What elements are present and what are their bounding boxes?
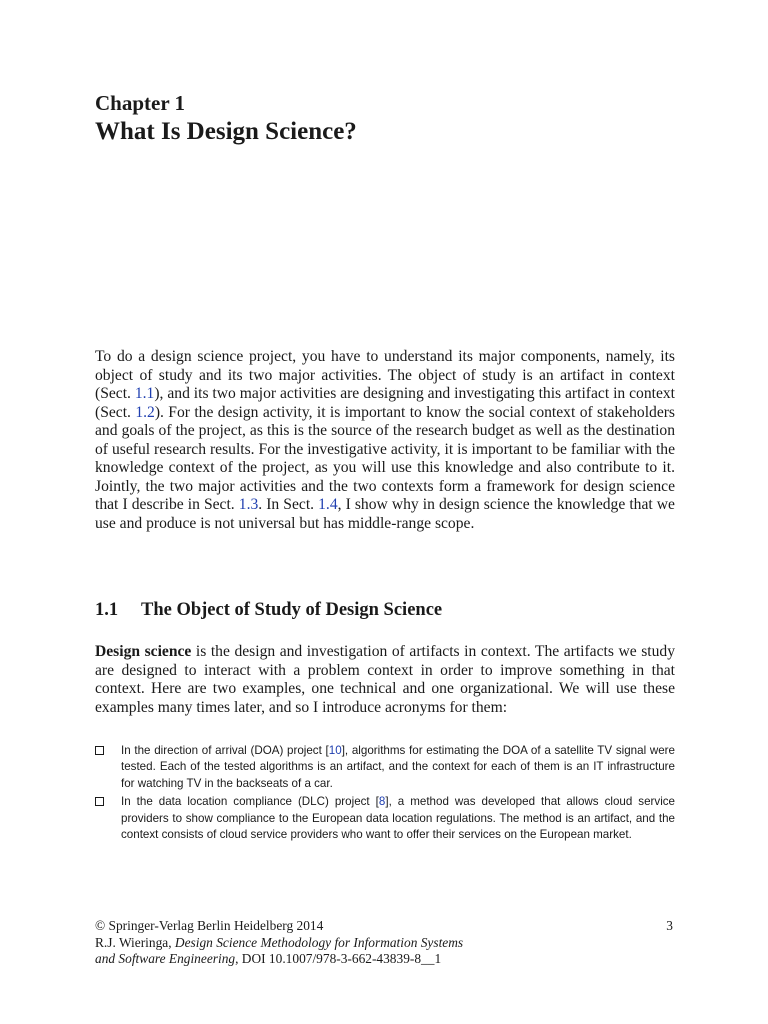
- citation-line-1: [95, 935, 675, 952]
- intro-text: , I show why in design science the knowledge that we use and produce is not universal but has middle-range scope.: [95, 496, 675, 532]
- chapter-title: What Is Design Science?: [95, 118, 357, 145]
- example-list: [95, 743, 675, 845]
- intro-text: . In Sect.: [258, 496, 319, 513]
- citation-link[interactable]: 10: [328, 744, 342, 757]
- citation-line-2: [95, 951, 675, 968]
- list-item-text: In the direction of arrival (DOA) project [: [121, 744, 329, 757]
- section-heading: [95, 598, 442, 622]
- section-body: is the design and investigation of artifacts in context. The artifacts we study are designed to interact with a problem context in order to improve something in that context. Here are two examples, one technical and one organizational. We will use these examples many times later, and so I introduce acronyms for them:: [95, 643, 675, 716]
- checkbox-bullet-icon: [95, 797, 104, 806]
- list-item-text: ], algorithms for estimating the DOA of a satellite TV signal were tested. Each of the tested algorithms is an artifact, and the context for each of them is an IT infrastructure for watching TV in the backseats of a car.: [121, 744, 675, 790]
- list-item-text: In the data location compliance (DLC) project [: [121, 795, 379, 809]
- copyright-notice: © Springer-Verlag Berlin Heidelberg 2014: [95, 918, 324, 933]
- section-link-1-1[interactable]: 1.1: [134, 385, 155, 402]
- chapter-label: Chapter 1: [95, 91, 186, 115]
- book-title-continued: and Software Engineering: [95, 951, 236, 966]
- checkbox-bullet-icon: [95, 746, 104, 755]
- intro-text: ). For the design activity, it is important to know the social context of stakeholders and goals of the project, as this is the source of the research budget as well as the destination of useful research results. For the investigative activity, it is important to be familiar with the knowledge context of the project, as you will use this knowledge and also contribute to it. Jointly, the two major activities and the two contexts form a framework for design science that I describe in Sect.: [95, 403, 676, 513]
- defined-term: Design science: [95, 643, 192, 660]
- author-name: R.J. Wieringa,: [95, 934, 175, 950]
- section-title: The Object of Study of Design Science: [141, 600, 443, 620]
- intro-text: To do a design science project, you have to understand its major components, namely, its object of study and its two major activities. The object of study is an artifact in context (Sect.: [95, 348, 675, 402]
- section-link-1-4[interactable]: 1.4: [318, 496, 338, 513]
- intro-paragraph: [95, 348, 675, 533]
- section-link-1-3[interactable]: 1.3: [238, 496, 259, 513]
- section-paragraph: [95, 643, 675, 717]
- list-item: [95, 743, 675, 792]
- intro-text: ), and its two major activities are designing and investigating this artifact in context (Sect.: [95, 385, 676, 421]
- doi: , DOI 10.1007/978-3-662-43839-8__1: [235, 951, 442, 966]
- list-item-text: ], a method was developed that allows cloud service providers to show compliance to the European data location regulations. The method is an artifact, and the context consists of cloud service providers who want to offer their services on the European market.: [121, 795, 676, 842]
- section-link-1-2[interactable]: 1.2: [135, 403, 155, 421]
- list-item: [95, 794, 675, 843]
- citation-link[interactable]: 8: [378, 795, 386, 809]
- section-number: 1.1: [95, 600, 119, 620]
- book-title: Design Science Methodology for Information Systems: [174, 934, 464, 950]
- page-footer: [95, 918, 675, 968]
- page-number: 3: [666, 918, 673, 933]
